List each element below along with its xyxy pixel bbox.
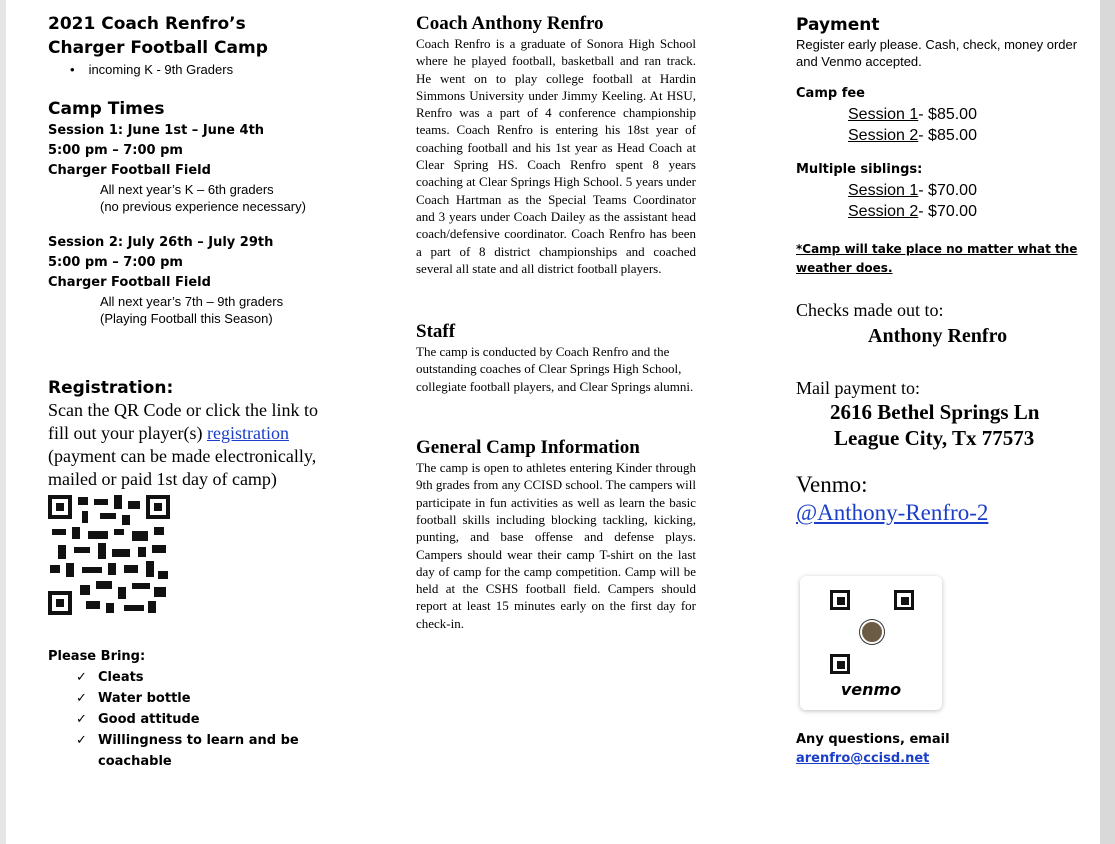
fee-session-1: Session 1- $85.00: [848, 106, 977, 123]
session-1-dates: Session 1: June 1st – June 4th: [48, 123, 265, 138]
registration-text-part-2: (payment can be made electronically, mailed or paid 1st day of camp): [48, 446, 317, 489]
please-bring-heading: Please Bring:: [48, 649, 146, 664]
general-info-heading: General Camp Information: [416, 437, 640, 459]
session-1-location: Charger Football Field: [48, 163, 211, 178]
registration-link[interactable]: registration: [206, 423, 289, 443]
column-payment: [796, 10, 1096, 527]
checks-name: Anthony Renfro: [868, 325, 1008, 347]
questions-text: Any questions, email: [796, 732, 950, 747]
siblings-session-2: Session 2- $70.00: [848, 203, 977, 220]
registration-text: [48, 399, 318, 491]
qr-finder-bottom-left: [48, 591, 72, 615]
coach-bio: Coach Renfro is a graduate of Sonora High School where he played football, basketball and ran track. He went on to play college football at Hardin Simmons University under Jimmy Keeling. At HSU, Renfro was a part of 4 conference championship teams. Coach Renfro is entering his 18st year of coaching football and his 1st year as Head Coach at Clear Spring HS. Coach Renfro spent 8 years coaching at Clear Springs High School. 5 years under Coach Hartman as the Special Teams Coordinator and 3 years under Coach Dailey as the assistant head coach/defensive coordinator. Coach Renfro has been a part of 8 district championships and coached several all state and all district football players.: [416, 36, 696, 276]
staff-heading: Staff: [416, 321, 456, 343]
siblings-session-1: Session 1- $70.00: [848, 182, 977, 199]
payment-text: Register early please. Cash, check, money order and Venmo accepted.: [796, 37, 1078, 69]
bring-item-cleats: ✓ Cleats: [76, 670, 144, 685]
session-2-dates: Session 2: July 26th – July 29th: [48, 235, 274, 250]
fee-session-2: Session 2- $85.00: [848, 127, 977, 144]
contact-email-link[interactable]: arenfro@ccisd.net: [796, 751, 930, 766]
venmo-handle-link[interactable]: @Anthony-Renfro-2: [796, 500, 989, 525]
camp-title-line-2: Charger Football Camp: [48, 38, 268, 58]
column-camp-info: [48, 10, 378, 772]
registration-qr-code[interactable]: [48, 495, 170, 615]
siblings-heading: Multiple siblings:: [796, 162, 923, 177]
staff-text: The camp is conducted by Coach Renfro and the outstanding coaches of Clear Springs High School, collegiate football players, and Clear Springs alumni.: [416, 344, 694, 394]
venmo-avatar: [860, 620, 884, 644]
session-2-grades: All next year’s 7th – 9th graders: [100, 294, 284, 309]
session-1-note: (no previous experience necessary): [100, 199, 306, 214]
session-1-time: 5:00 pm – 7:00 pm: [48, 143, 183, 158]
registration-heading: Registration:: [48, 378, 174, 398]
weather-note: *Camp will take place no matter what the weather does.: [796, 242, 1078, 275]
venmo-qr-code: [830, 590, 914, 674]
session-2-time: 5:00 pm – 7:00 pm: [48, 255, 183, 270]
venmo-label: Venmo:: [796, 472, 868, 497]
camp-fee-heading: Camp fee: [796, 86, 865, 101]
registration-text-part-1: Scan the QR Code or click the link to fill out your player(s): [48, 400, 318, 443]
mail-label: Mail payment to:: [796, 378, 920, 398]
contact-block: [796, 730, 950, 767]
camp-times-heading: Camp Times: [48, 99, 165, 119]
bring-item-water-bottle: ✓ Water bottle: [76, 691, 191, 706]
venmo-logo-text: venmo: [840, 680, 902, 699]
session-1-grades: All next year’s K – 6th graders: [100, 182, 274, 197]
bring-item-good-attitude: ✓ Good attitude: [76, 712, 200, 727]
session-2-note: (Playing Football this Season): [100, 311, 273, 326]
qr-finder-top-right: [146, 495, 170, 519]
grades-bullet: • incoming K - 9th Graders: [48, 60, 378, 79]
camp-title-line-1: 2021 Coach Renfro’s: [48, 14, 246, 34]
payment-heading: Payment: [796, 15, 880, 35]
address-line-2: League City, Tx 77573: [834, 426, 1035, 450]
session-2-location: Charger Football Field: [48, 275, 211, 290]
qr-finder-top-left: [48, 495, 72, 519]
coach-heading: Coach Anthony Renfro: [416, 13, 604, 34]
venmo-qr-card[interactable]: [800, 576, 942, 710]
address-line-1: 2616 Bethel Springs Ln: [830, 400, 1040, 424]
column-coach-info: [416, 10, 696, 632]
checks-label: Checks made out to:: [796, 300, 944, 320]
general-info-text: The camp is open to athletes entering Kinder through 9th grades from any CCISD school. The campers will participate in fun activities as well as learn the basic football skills including blocking tackling, kicking, punting, and base offense and defense plays. Campers should wear their camp T-shirt on the last day of camp for the camp competition. Camp will be held at the CSHS football field. Campers should report at least 15 minutes early on the first day for check-in.: [416, 460, 696, 631]
bring-item-willingness: ✓ Willingness to learn and be coachable: [76, 733, 299, 769]
